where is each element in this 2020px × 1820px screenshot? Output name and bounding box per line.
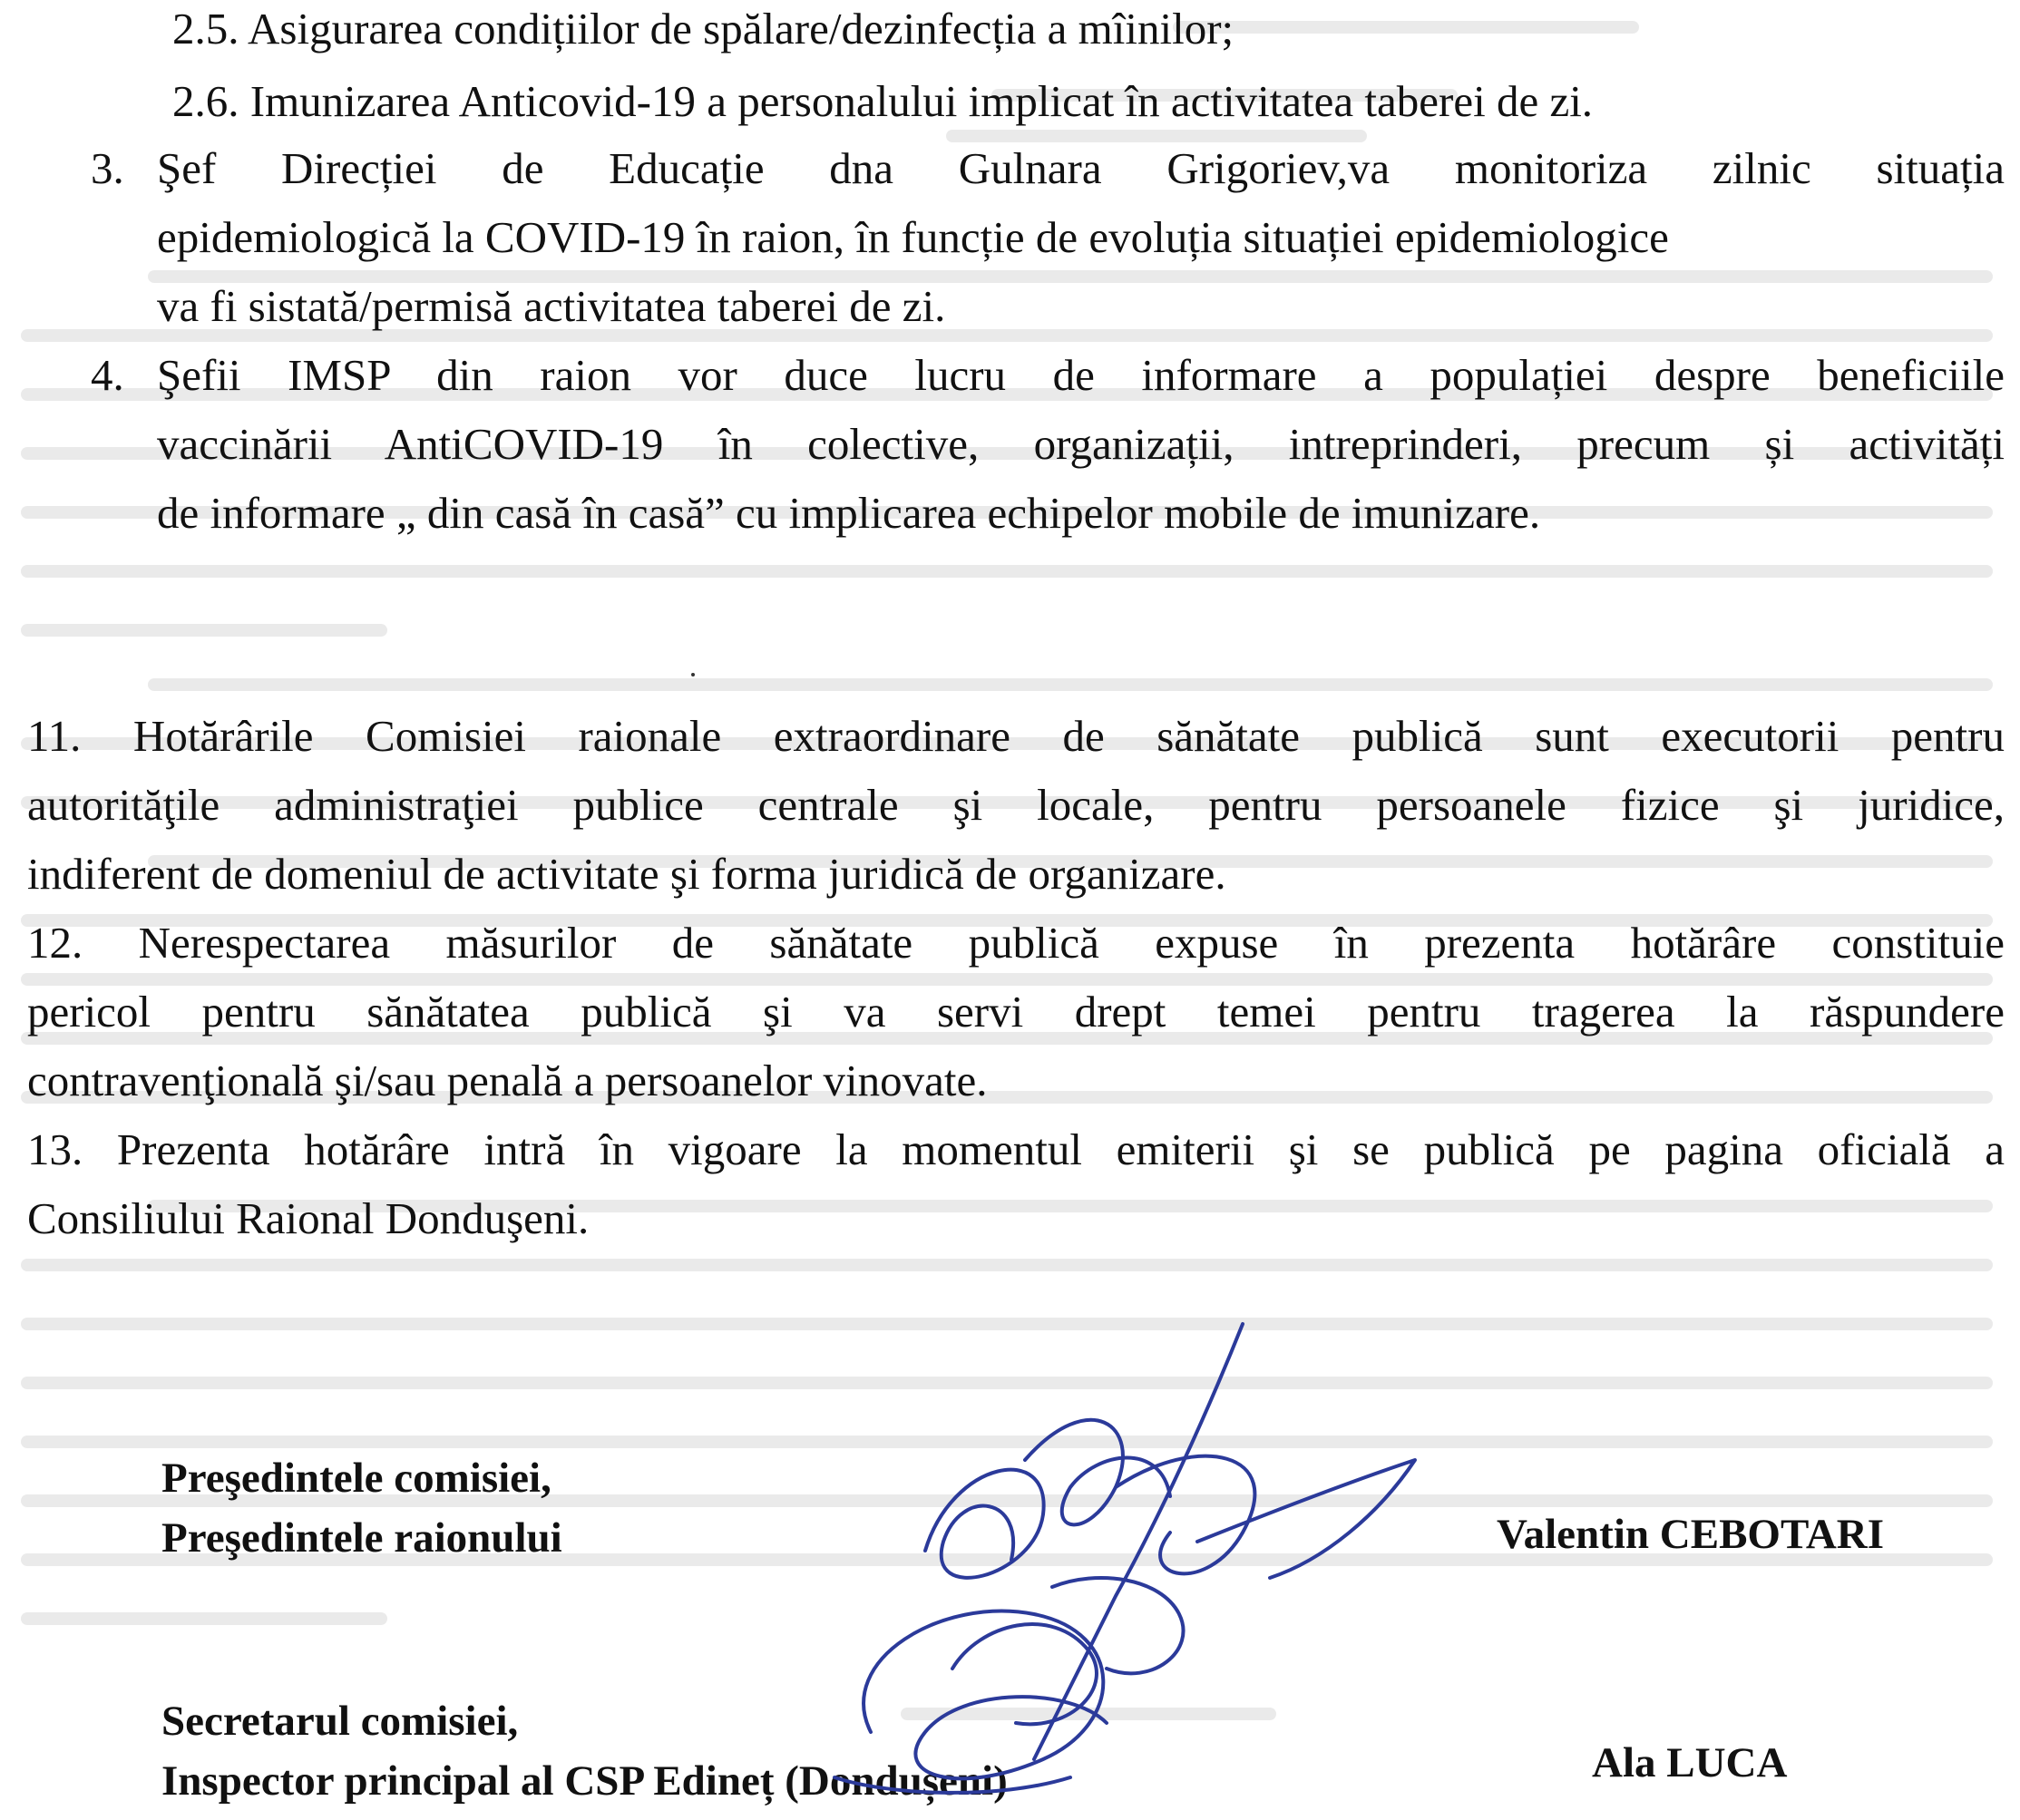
- item-3-line-1: Şef Direcției de Educație dna Gulnara Grigoriev,va monitoriza zilnic situația: [157, 143, 2005, 193]
- item-4-line-2: vaccinării AntiCOVID-19 în colective, organizații, intreprinderi, precum și activități: [157, 419, 2005, 469]
- item-11-line-3: indiferent de domeniul de activitate şi forma juridică de organizare.: [27, 849, 1226, 899]
- item-11-line-2: autorităţile administraţiei publice centrale şi locale, pentru persoanele fizice şi juridice,: [27, 780, 2005, 830]
- item-13-line-1: 13. Prezenta hotărâre intră în vigoare la momentul emiterii şi se publică pe pagina oficială a: [27, 1124, 2005, 1174]
- item-3-line-2: epidemiologică la COVID-19 în raion, în funcție de evoluția situației epidemiologice: [157, 212, 1669, 262]
- item-12-line-2: pericol pentru sănătatea publică şi va servi drept temei pentru tragerea la răspundere: [27, 987, 2005, 1037]
- secretary-title-line-1: Secretarul comisiei,: [161, 1698, 519, 1745]
- stray-dot: [691, 673, 695, 676]
- item-12-line-1: 12. Nerespectarea măsurilor de sănătate publică expuse în prezenta hotărâre constituie: [27, 918, 2005, 968]
- president-title-line-1: Preşedintele comisiei,: [161, 1455, 551, 1502]
- item-2-6-text: 2.6. Imunizarea Anticovid-19 a personalului implicat în activitatea taberei de zi.: [172, 76, 1594, 126]
- item-13-line-2: Consiliului Raional Donduşeni.: [27, 1193, 590, 1243]
- item-4-line-1: Şefii IMSP din raion vor duce lucru de informare a populației despre beneficiile: [157, 350, 2005, 400]
- item-2-5-text: 2.5. Asigurarea condițiilor de spălare/dezinfecția a mîinilor;: [172, 4, 1234, 54]
- secretary-title-line-2: Inspector principal al CSP Edineț (Dondușeni): [161, 1757, 1008, 1805]
- item-11-line-1: 11. Hotărârile Comisiei raionale extraordinare de sănătate publică sunt executorii pentru: [27, 711, 2005, 761]
- item-3-number: 3.: [91, 143, 124, 193]
- secretary-name: Ala LUCA: [1592, 1739, 1788, 1786]
- item-12-line-3: contravenţională şi/sau penală a persoanelor vinovate.: [27, 1056, 988, 1105]
- president-name: Valentin CEBOTARI: [1497, 1511, 1885, 1558]
- item-3-line-3: va fi sistată/permisă activitatea taberei de zi.: [157, 281, 946, 331]
- item-4-line-3: de informare „ din casă în casă” cu implicarea echipelor mobile de imunizare.: [157, 488, 1541, 538]
- item-4-number: 4.: [91, 350, 124, 400]
- president-title-line-2: Preşedintele raionului: [161, 1514, 562, 1562]
- handwritten-signature: [816, 1306, 1469, 1814]
